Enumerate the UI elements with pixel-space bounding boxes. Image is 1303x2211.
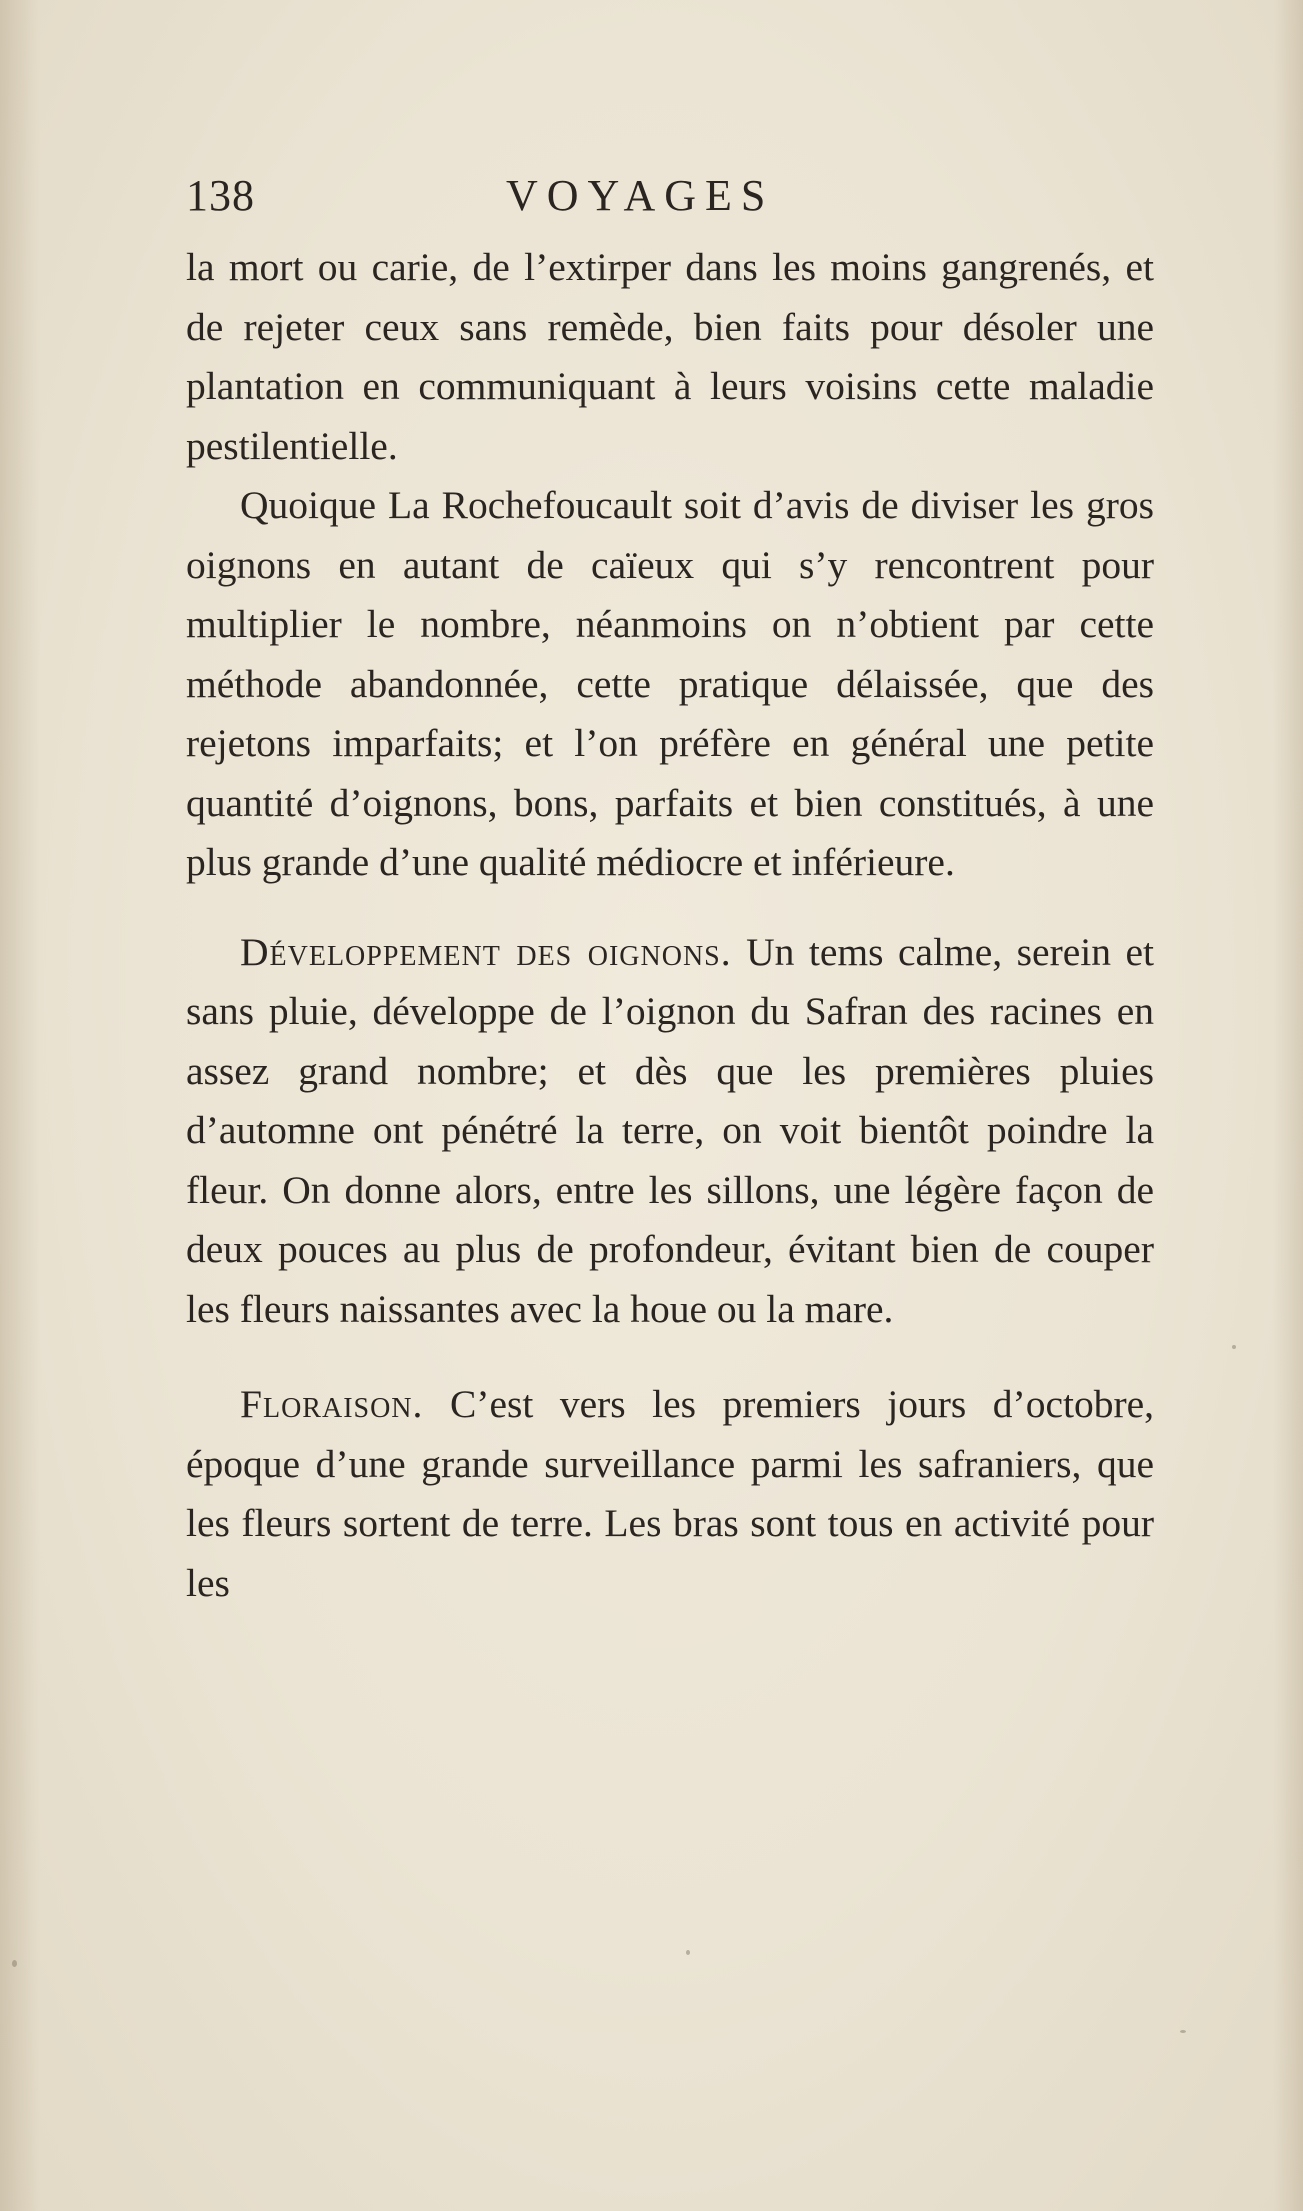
paragraph-text: Quoique La Rochefoucault soit d’avis de diviser les gros oignons en autant de caïeux qui s’y rencontrent pour multiplier le nombre, néanmoins on n’obtient par cette méthode abandonnée, cette pratique délaissée, que des rejetons imparfaits; et l’on préfère en général une petite quantité d’oignons, bons, parfaits et bien constitués, à une plus grande d’une qualité médiocre et inférieure. [186, 483, 1154, 884]
paragraph-text: C’est vers les premiers jours d’octobre, époque d’une grande surveillance parmi les safraniers, que les fleurs sortent de terre. Les bras sont tous en activité pour les [186, 1382, 1155, 1605]
paragraph-text: la mort ou carie, de l’extirper dans les moins gangrenés, et de rejeter ceux sans remède, bien faits pour désoler une plantation en communiquant à leurs voisins cette maladie pestilentielle. [186, 245, 1154, 468]
section-heading-development: Développement des oignons. [240, 929, 732, 974]
paragraph-division [186, 476, 1154, 893]
body-text [186, 238, 1154, 1613]
paper-speck [686, 1950, 690, 1955]
page-shadow-right [1273, 0, 1303, 2211]
page-number: 138 [186, 171, 255, 220]
paragraph-continuation [186, 238, 1154, 476]
section-heading-flowering: Floraison. [240, 1382, 424, 1426]
paragraph-development [186, 923, 1154, 1340]
page-header [186, 170, 1166, 226]
paper-speck [1180, 2030, 1186, 2033]
paper-speck [1232, 1345, 1236, 1349]
running-title: VOYAGES [506, 171, 775, 220]
page-shadow-left [0, 0, 40, 2211]
paragraph-text: Un tems calme, serein et sans pluie, développe de l’oignon du Safran des racines en assez grand nombre; et dès que les premières pluies d’automne ont pénétré la terre, on voit bientôt poindre la fleur. On donne alors, entre les sillons, une légère façon de deux pouces au plus de profondeur, évitant bien de couper les fleurs naissantes avec la houe ou la mare. [186, 929, 1154, 1331]
paper-speck [12, 1960, 17, 1967]
paragraph-flowering [186, 1375, 1154, 1613]
